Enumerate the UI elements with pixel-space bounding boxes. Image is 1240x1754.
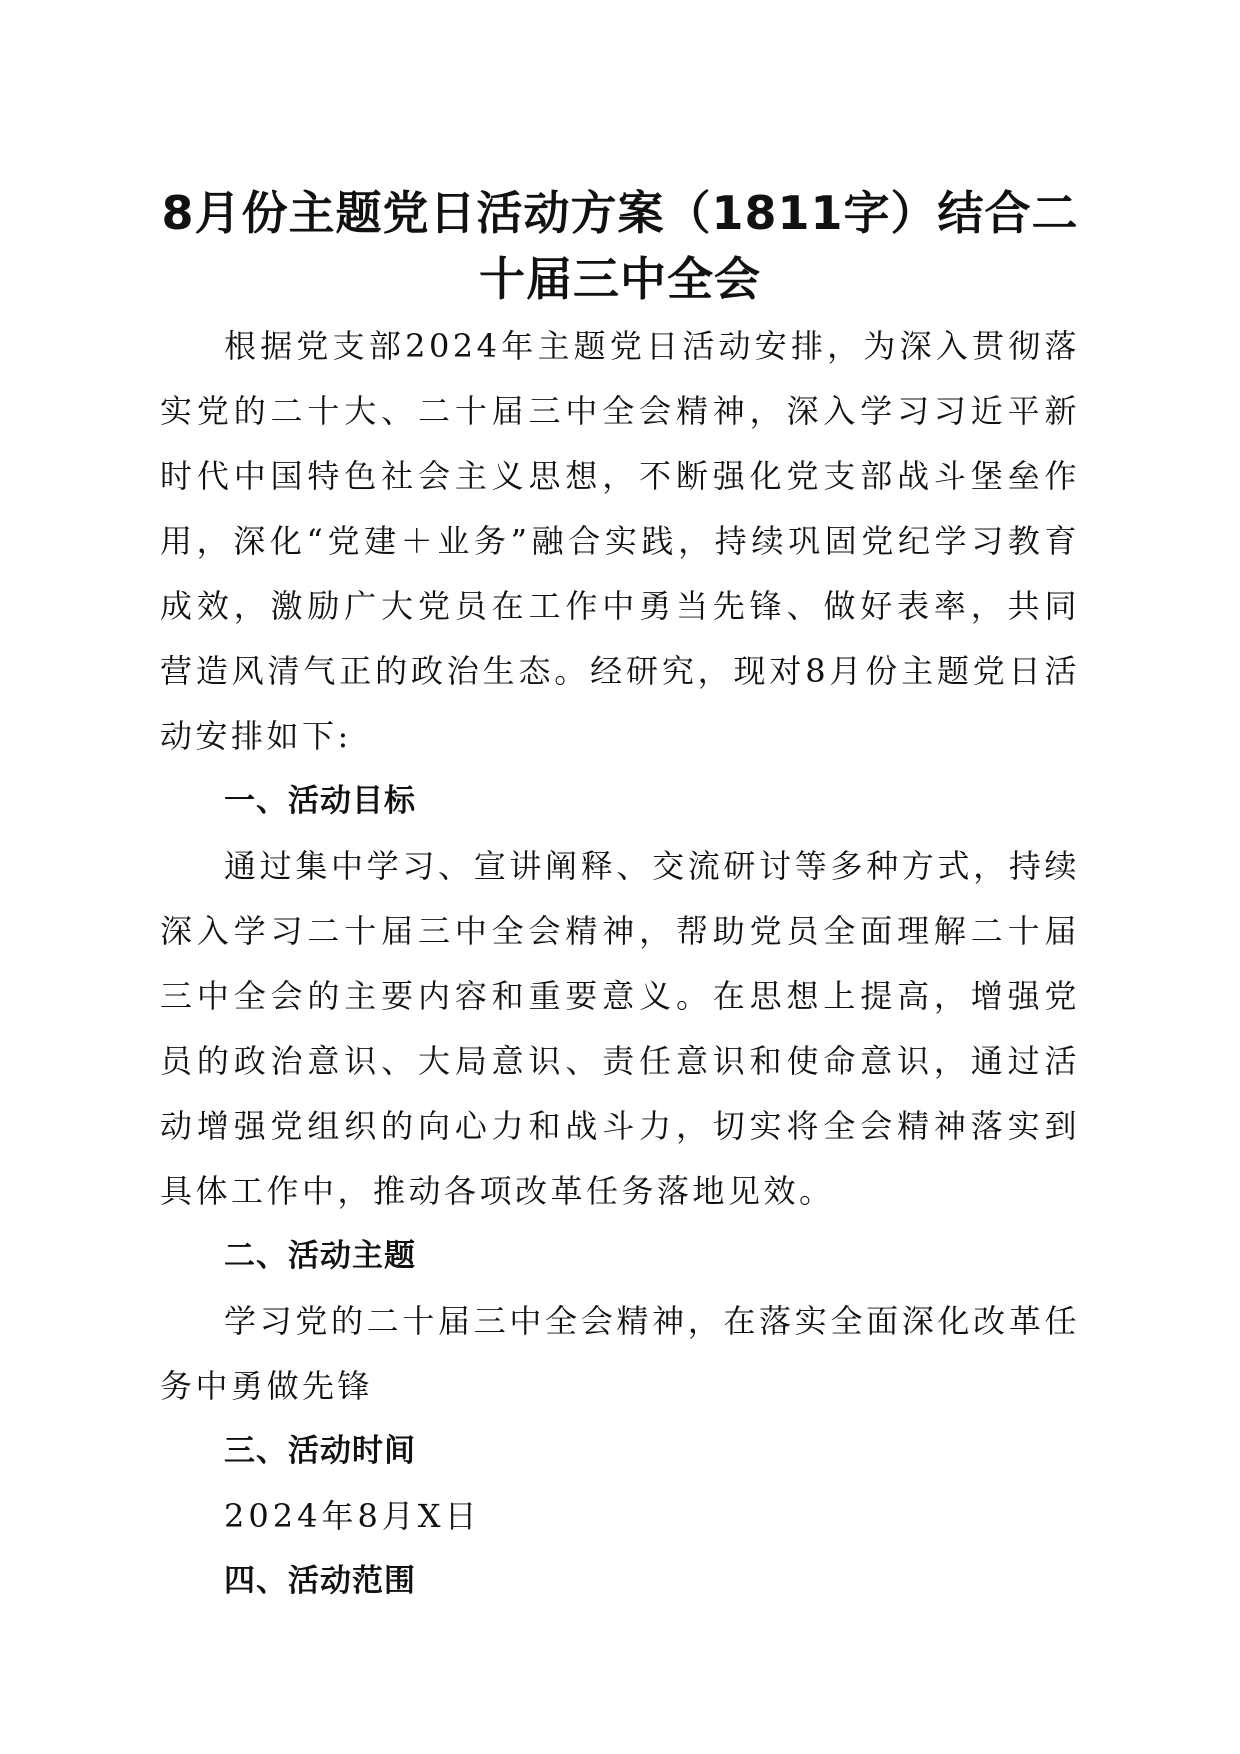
section-heading-scope: 四、活动范围 [224,1563,416,1599]
section-heading-time: 三、活动时间 [224,1433,416,1469]
document-body [160,314,1080,1614]
intro-paragraph: 根据党支部2024年主题党日活动安排，为深入贯彻落实党的二十大、二十届三中全会精神，深入学习习近平新时代中国特色社会主义思想，不断强化党支部战斗堡垒作用，深化“党建＋业务”融合实践，持续巩固党纪学习教育成效，激励广大党员在工作中勇当先锋、做好表率，共同营造风清气正的政治生态。经研究，现对8月份主题党日活动安排如下: [160,327,1080,755]
section-paragraph-theme: 学习党的二十届三中全会精神，在落实全面深化改革任务中勇做先锋 [160,1302,1080,1405]
section-heading-theme: 二、活动主题 [224,1238,416,1274]
section-heading-goals: 一、活动目标 [224,783,416,819]
document-title: 8月份主题党日活动方案（1811字）结合二十届三中全会 [161,186,1079,306]
section-paragraph-goals: 通过集中学习、宣讲阐释、交流研讨等多种方式，持续深入学习二十届三中全会精神，帮助党员全面理解二十届三中全会的主要内容和重要意义。在思想上提高，增强党员的政治意识、大局意识、责任意识和使命意识，通过活动增强党组织的向心力和战斗力，切实将全会精神落实到具体工作中，推动各项改革任务落地见效。 [160,847,1080,1210]
section-paragraph-time: 2024年8月X日 [224,1497,481,1535]
